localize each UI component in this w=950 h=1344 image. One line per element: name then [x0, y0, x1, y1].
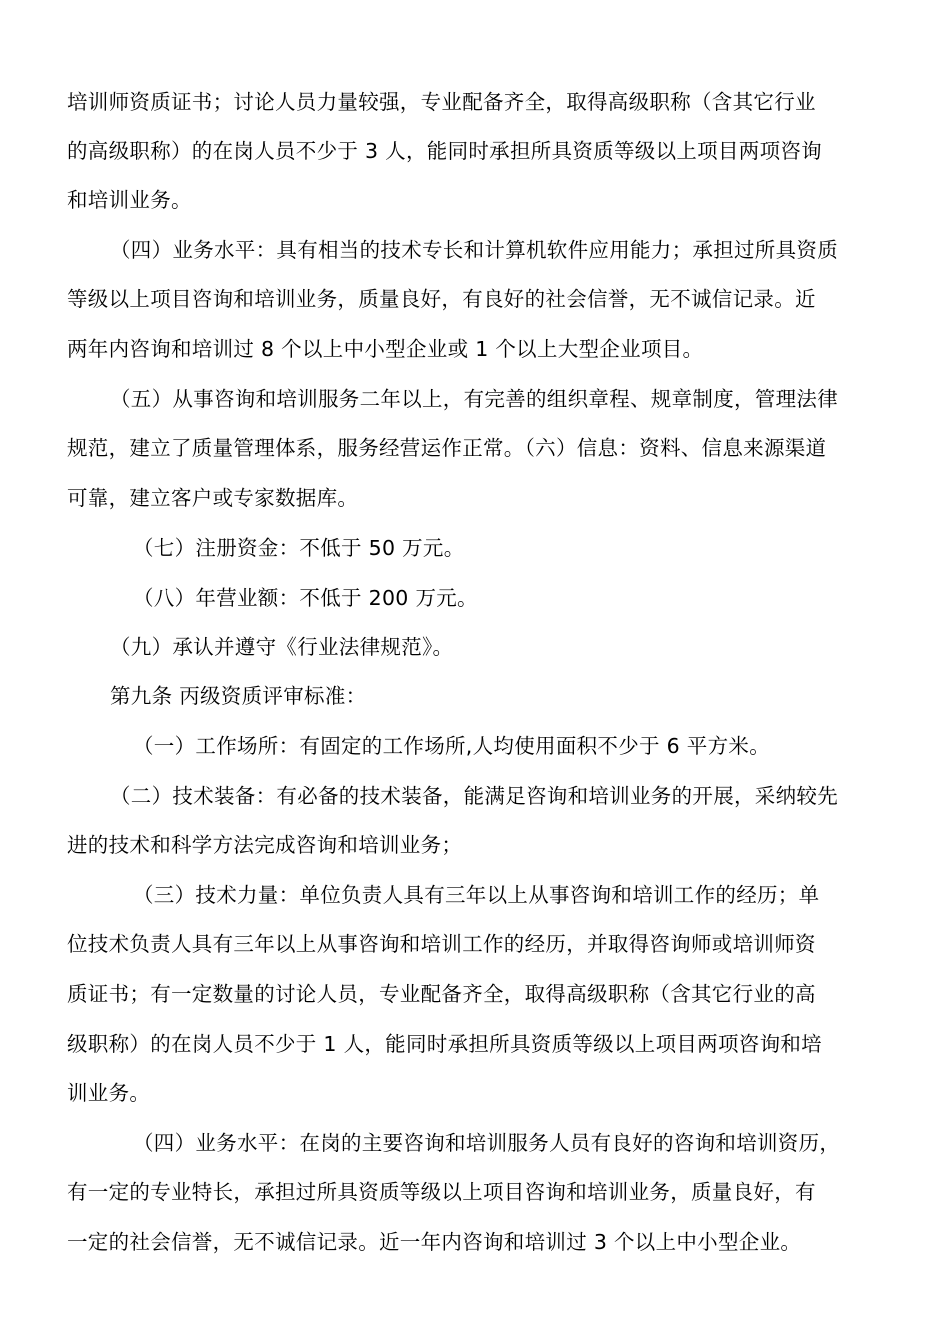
text-line: 级职称）的在岗人员不少于 1 人，能同时承担所具资质等级以上项目两项咨询和培	[67, 1032, 822, 1056]
text-line: （四）业务水平：具有相当的技术专长和计算机软件应用能力；承担过所具资质	[110, 238, 838, 262]
text-line: 两年内咨询和培训过 8 个以上中小型企业或 1 个以上大型企业项目。	[67, 337, 704, 361]
text-line: 进的技术和科学方法完成咨询和培训业务；	[67, 833, 463, 857]
text-line: （四）业务水平：在岗的主要咨询和培训服务人员有良好的咨询和培训资历，	[133, 1131, 841, 1155]
text-line: （一）工作场所：有固定的工作场所,人均使用面积不少于 6 平方米。	[133, 734, 770, 758]
text-line: 训业务。	[67, 1081, 151, 1105]
text-line: 有一定的专业特长，承担过所具资质等级以上项目咨询和培训业务，质量良好，有	[67, 1180, 816, 1204]
text-line: （八）年营业额：不低于 200 万元。	[133, 586, 478, 610]
text-line: 等级以上项目咨询和培训业务，质量良好，有良好的社会信誉，无不诚信记录。近	[67, 287, 816, 311]
text-line: （五）从事咨询和培训服务二年以上，有完善的组织章程、规章制度，管理法律	[110, 387, 838, 411]
section-heading: 第九条 丙级资质评审标准：	[110, 684, 367, 708]
text-line: 一定的社会信誉，无不诚信记录。近一年内咨询和培训过 3 个以上中小型企业。	[67, 1230, 802, 1254]
text-line: 的高级职称）的在岗人员不少于 3 人，能同时承担所具资质等级以上项目两项咨询	[67, 139, 822, 163]
text-line: 位技术负责人具有三年以上从事咨询和培训工作的经历，并取得咨询师或培训师资	[67, 932, 816, 956]
text-line: 和培训业务。	[67, 188, 192, 212]
text-line: （七）注册资金：不低于 50 万元。	[133, 536, 465, 560]
text-line: （九）承认并遵守《行业法律规范》。	[110, 635, 454, 659]
text-line: 质证书；有一定数量的讨论人员，专业配备齐全，取得高级职称（含其它行业的高	[67, 982, 816, 1006]
text-line: 培训师资质证书；讨论人员力量较强，专业配备齐全，取得高级职称（含其它行业	[67, 90, 816, 114]
text-line: （三）技术力量：单位负责人具有三年以上从事咨询和培训工作的经历；单	[133, 883, 820, 907]
text-line: （二）技术装备：有必备的技术装备，能满足咨询和培训业务的开展，采纳较先	[110, 784, 838, 808]
text-line: 可靠，建立客户或专家数据库。	[67, 486, 359, 510]
text-line: 规范，建立了质量管理体系，服务经营运作正常。（六）信息：资料、信息来源渠道	[67, 436, 827, 460]
